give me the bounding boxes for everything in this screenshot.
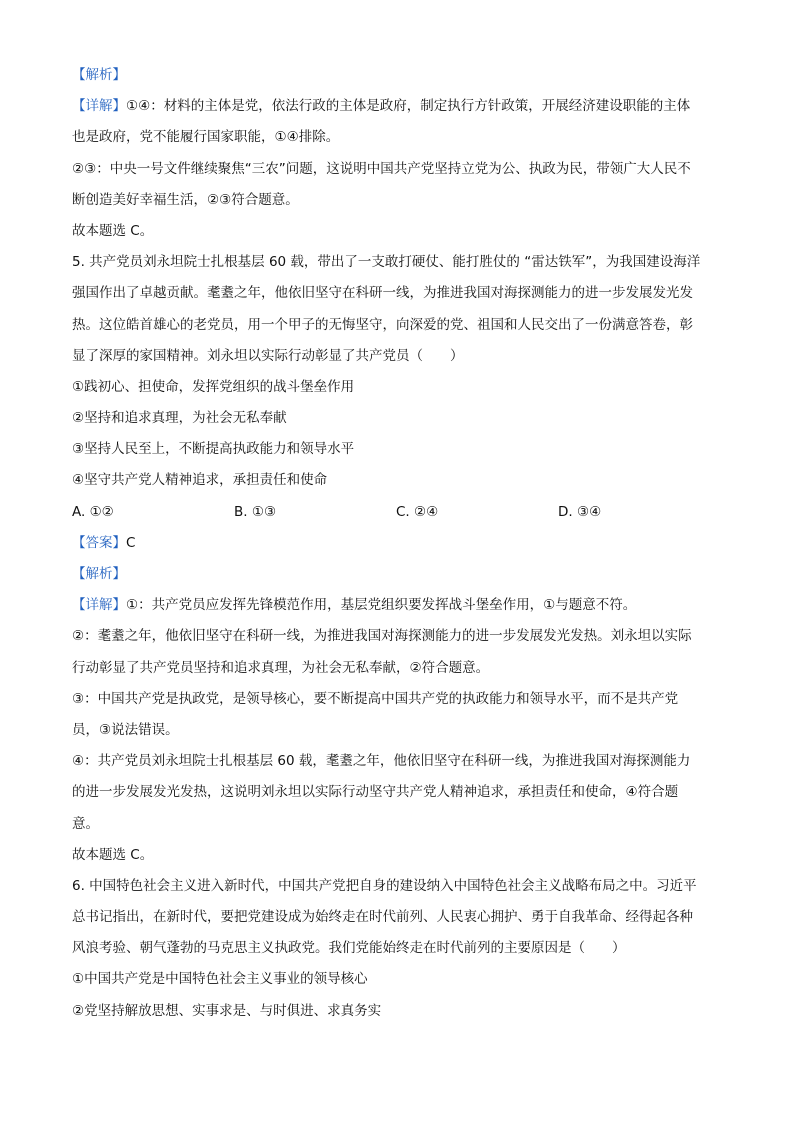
q5-statement-4: ④坚守共产党人精神追求，承担责任和使命: [72, 472, 328, 489]
q4-detail-line-1: 【详解】①④：材料的主体是党，依法行政的主体是政府，制定执行方针政策，开展经济建设职能的主体: [72, 98, 691, 115]
q5-statement-1: ①践初心、担使命，发挥党组织的战斗堡垒作用: [72, 378, 355, 395]
q5-stem-line-2: 强国作出了卓越贡献。耄耋之年，他依旧坚守在科研一线，为推进我国对海探测能力的进一步发展发光发: [72, 285, 693, 302]
q5-conclusion: 故本题选 C。: [72, 846, 154, 863]
q5-options: [72, 501, 732, 532]
q6-stem-line-3: 风浪考验、朝气蓬勃的马克思主义执政党。我们党能始终走在时代前列的主要原因是（ ）: [72, 940, 626, 957]
q5-answer-label: 【答案】: [72, 534, 126, 551]
q5-detail-line-7: 的进一步发展发光发热，这说明刘永坦以实际行动坚守共产党人精神追求，承担责任和使命，④符合题: [72, 784, 679, 801]
q5-detail-line-4: ③：中国共产党是执政党，是领导核心，要不断提高中国共产党的执政能力和领导水平，而不是共产党: [72, 690, 679, 707]
q5-detail-line-2: ②：耄耋之年，他依旧坚守在科研一线，为推进我国对海探测能力的进一步发展发光发热。刘永坦以实际: [72, 628, 692, 645]
q5-stem-line-4: 显了深厚的家国精神。刘永坦以实际行动彰显了共产党员（ ）: [72, 347, 464, 364]
q5-stem-line-1: 5. 共产党员刘永坦院士扎根基层 60 载，带出了一支敢打硬仗、能打胜仗的 “雷达铁军”，为我国建设海洋: [72, 254, 701, 271]
q4-detail-line-3: ②③：中央一号文件继续聚焦“三农”问题，这说明中国共产党坚持立党为公、执政为民，带领广大人民不: [72, 160, 691, 177]
q6-statement-2: ②党坚持解放思想、实事求是、与时俱进、求真务实: [72, 1002, 382, 1019]
q5-option-b: B. ①③: [234, 503, 277, 520]
q5-option-a: A. ①②: [72, 503, 114, 520]
q5-option-d: D. ③④: [558, 503, 602, 520]
q5-detail-line-1: 【详解】①：共产党员应发挥先锋模范作用，基层党组织要发挥战斗堡垒作用，①与题意不符。: [72, 597, 637, 614]
q5-detail-line-6: ④：共产党员刘永坦院士扎根基层 60 载，耄耋之年，他依旧坚守在科研一线，为推进我国对海探测能力: [72, 753, 691, 770]
q5-detail-line-3: 行动彰显了共产党员坚持和追求真理，为社会无私奉献，②符合题意。: [72, 659, 490, 676]
q4-conclusion: 故本题选 C。: [72, 222, 154, 239]
q6-statement-1: ①中国共产党是中国特色社会主义事业的领导核心: [72, 971, 368, 988]
q4-detail-line-2: 也是政府，党不能履行国家职能，①④排除。: [72, 129, 340, 146]
q5-analysis-label: 【解析】: [72, 566, 126, 582]
q5-answer: [72, 532, 732, 563]
q5-stem-line-3: 热。这位皓首雄心的老党员，用一个甲子的无悔坚守，向深爱的党、祖国和人民交出了一份满意答卷，彰: [72, 316, 693, 333]
q5-detail-line-5: 员，③说法错误。: [72, 721, 179, 738]
q4-detail-line-4: 断创造美好幸福生活，②③符合题意。: [72, 191, 299, 208]
q6-stem-line-2: 总书记指出，在新时代，要把党建设成为始终走在时代前列、人民衷心拥护、勇于自我革命、经得起各种: [72, 909, 693, 926]
q5-detail-line-8: 意。: [72, 815, 99, 832]
q4-detail-prefix: 【详解】: [72, 98, 126, 115]
q5-option-c: C. ②④: [396, 503, 439, 520]
q5-detail-prefix: 【详解】: [72, 597, 126, 614]
document-page: [72, 64, 732, 1031]
q5-statement-2: ②坚持和追求真理，为社会无私奉献: [72, 410, 287, 427]
q5-answer-value: C: [126, 534, 136, 551]
q5-statement-3: ③坚持人民至上，不断提高执政能力和领导水平: [72, 441, 355, 458]
q6-stem-line-1: 6. 中国特色社会主义进入新时代，中国共产党把自身的建设纳入中国特色社会主义战略布局之中。习近平: [72, 877, 697, 894]
q4-analysis-label: 【解析】: [72, 67, 126, 83]
